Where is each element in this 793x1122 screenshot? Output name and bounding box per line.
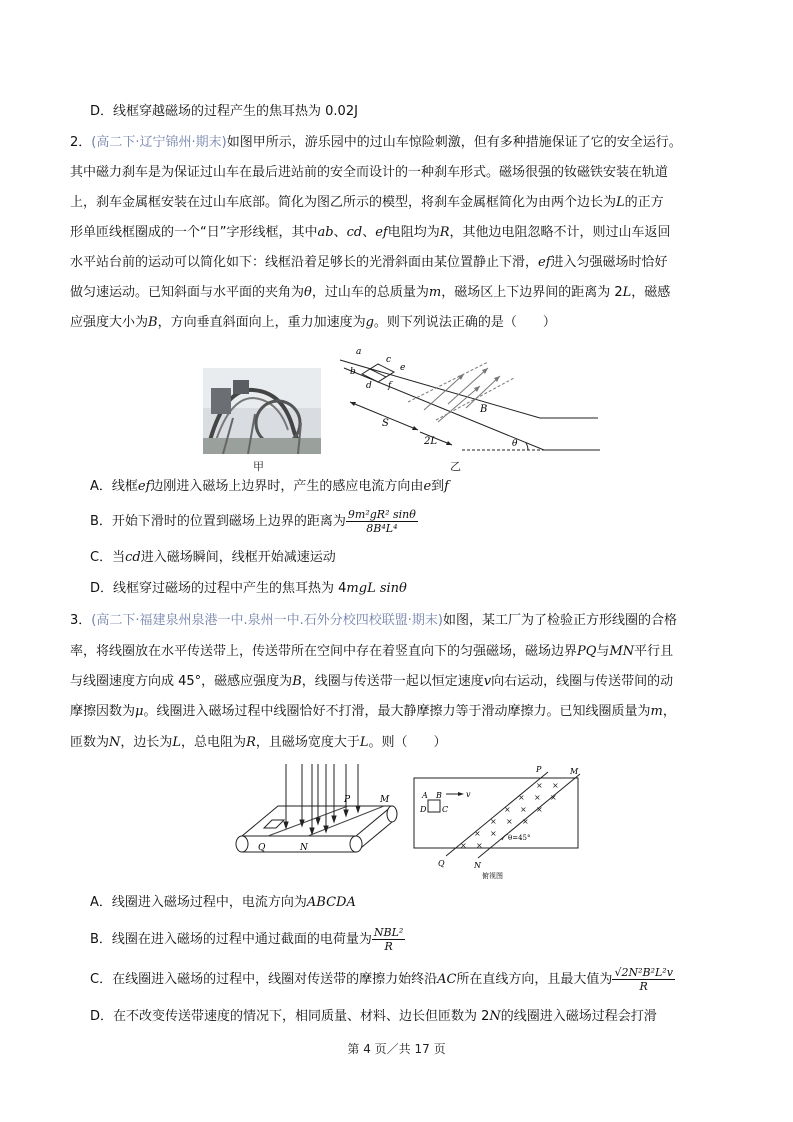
top-label-v: v [466,790,471,799]
q3-option-c-fraction: $\frac{\text{√2N²B²L²v}}{R}$ [614,966,673,993]
svg-text:×: × [550,793,557,802]
roller-coaster-photo [203,368,321,454]
q2-line-3: 上，刹车金属框安装在过山车底部。简化为图乙所示的模型，将刹车金属框简化为由两个边长为L的正方 [70,195,664,210]
q2-line-2: 其中磁力刹车是为保证过山车在最后进站前的安全而设计的一种刹车形式。磁场很强的钕磁铁安装在轨道 [70,165,669,180]
svg-text:×: × [474,829,481,838]
q2-line-5: 水平站台前的运动可以简化如下：线框沿着足够长的光滑斜面由某位置静止下滑，ef进入匀强磁场时恰好 [70,255,668,270]
q3-option-b: B．线圈在进入磁场的过程中通过截面的电荷量为 $\frac{\text{NBL²}}{R}$ [90,926,404,953]
incline-diagram [338,342,602,454]
left-label-M: M [380,795,390,805]
svg-text:×: × [504,805,511,814]
q3-line-3: 与线圈速度方向成 45°，磁感应强度为B，线圈与传送带一起以恒定速度v向右运动，线圈与传送带间的动 [70,674,674,689]
top-label-theta: θ=45° [508,834,531,842]
q3-line-1: 3．(高二下·福建泉州泉港一中.泉州一中.石外分校四校联盟·期末)如图，某工厂为了检验正方形线圈的合格 [70,613,677,628]
label-S: S [382,418,389,429]
left-label-P: P [344,795,351,805]
svg-text:×: × [460,841,467,850]
svg-text:×: × [476,841,483,850]
svg-text:×: × [534,793,541,802]
q3-number: 3． [70,613,92,628]
q2-line-1: 2．(高二下·辽宁锦州·期末)如图甲所示，游乐园中的过山车惊险刺激，但有多种措施保证了它的安全运行。 [70,135,682,150]
svg-text:×: × [520,805,527,814]
q3-line-5: 匝数为N，边长为L，总电阻为R，且磁场宽度大于L。则（ ） [70,735,447,750]
svg-text:×: × [490,817,497,826]
label-a: a [356,347,362,357]
q1-option-d: D．线框穿越磁场的过程产生的焦耳热为 0.02J [90,104,358,119]
svg-text:×: × [490,829,497,838]
q2-source: (高二下·辽宁锦州·期末) [91,135,227,150]
q2-line-7: 应强度大小为B，方向垂直斜面向上，重力加速度为g。则下列说法正确的是（ ） [70,315,556,330]
svg-text:×: × [506,817,513,826]
q2-option-c: C．当cd进入磁场瞬间，线框开始减速运动 [90,550,336,565]
label-e: e [400,363,406,373]
q3-line-2: 率，将线圈放在水平传送带上，传送带所在空间中存在着竖直向下的匀强磁场，磁场边界PQ与MN平行且 [70,644,674,659]
left-label-Q: Q [258,843,266,853]
svg-text:×: × [552,781,559,790]
label-theta: θ [512,439,518,449]
left-label-N: N [300,843,308,853]
top-view-caption: 俯视图 [482,872,503,880]
q3-option-d: D．在不改变传送带速度的情况下，相同质量、材料、边长但匝数为 2N的线圈进入磁场过程会打滑 [90,1009,657,1024]
fig-jia-caption: 甲 [253,460,264,473]
label-f: f [388,381,392,391]
label-c: c [386,355,392,365]
top-label-P: P [536,765,542,774]
q2-line-4: 形单匝线框圈成的一个“日”字形线框，其中ab、cd、ef电阻均为R，其他边电阻忽略不计，则过山车返回 [70,225,671,240]
label-B: B [480,404,488,415]
fig-yi-caption: 乙 [450,460,461,473]
q3-option-c: C．在线圈进入磁场的过程中，线圈对传送带的摩擦力始终沿AC所在直线方向，且最大值为 $\frac{\text{√2N²B²L²v}}{R}$ [90,966,673,993]
q2-option-b: B．开始下滑时的位置到磁场上边界的距离为 $\frac{\text{9m²gR² sinθ}}{\text{8B⁴L⁴}}$ [90,508,416,535]
page-footer: 第 4 页／共 17 页 [347,1042,446,1056]
q3-line-4: 摩擦因数为μ。线圈进入磁场过程中线圈恰好不打滑，最大静摩擦力等于滑动摩擦力。已知线圈质量为m， [70,704,676,719]
q3-option-b-fraction: $\frac{\text{NBL²}}{R}$ [373,926,404,953]
top-label-C: C [442,805,449,814]
top-label-N: N [474,861,481,870]
top-label-M: M [570,767,579,776]
svg-text:×: × [518,793,525,802]
q2-option-b-fraction: $\frac{\text{9m²gR² sinθ}}{\text{8B⁴L⁴}}$ [347,508,416,535]
label-b: b [350,367,356,377]
top-label-Q: Q [438,859,445,868]
label-d: d [366,381,372,391]
svg-text:×: × [522,817,529,826]
q2-option-d: D．线框穿过磁场的过程中产生的焦耳热为 4mgL sinθ [90,581,407,596]
q2-line-6: 做匀速运动。已知斜面与水平面的夹角为θ，过山车的总质量为m，磁场区上下边界间的距离为 2L，磁感 [70,285,671,300]
q3-option-a: A．线圈进入磁场过程中，电流方向为ABCDA [90,895,356,910]
top-view-diagram [412,764,582,882]
q3-source: (高二下·福建泉州泉港一中.泉州一中.石外分校四校联盟·期末) [91,613,443,628]
q2-option-a: A．线框ef边刚进入磁场上边界时，产生的感应电流方向由e到f [90,479,449,494]
svg-text:×: × [536,781,543,790]
top-label-A: A [422,791,428,800]
label-2L: 2L [424,436,438,447]
top-label-D: D [420,805,427,814]
top-label-B: B [436,791,442,800]
svg-text:×: × [536,805,543,814]
conveyor-belt-diagram [228,762,400,862]
q2-number: 2． [70,135,92,150]
